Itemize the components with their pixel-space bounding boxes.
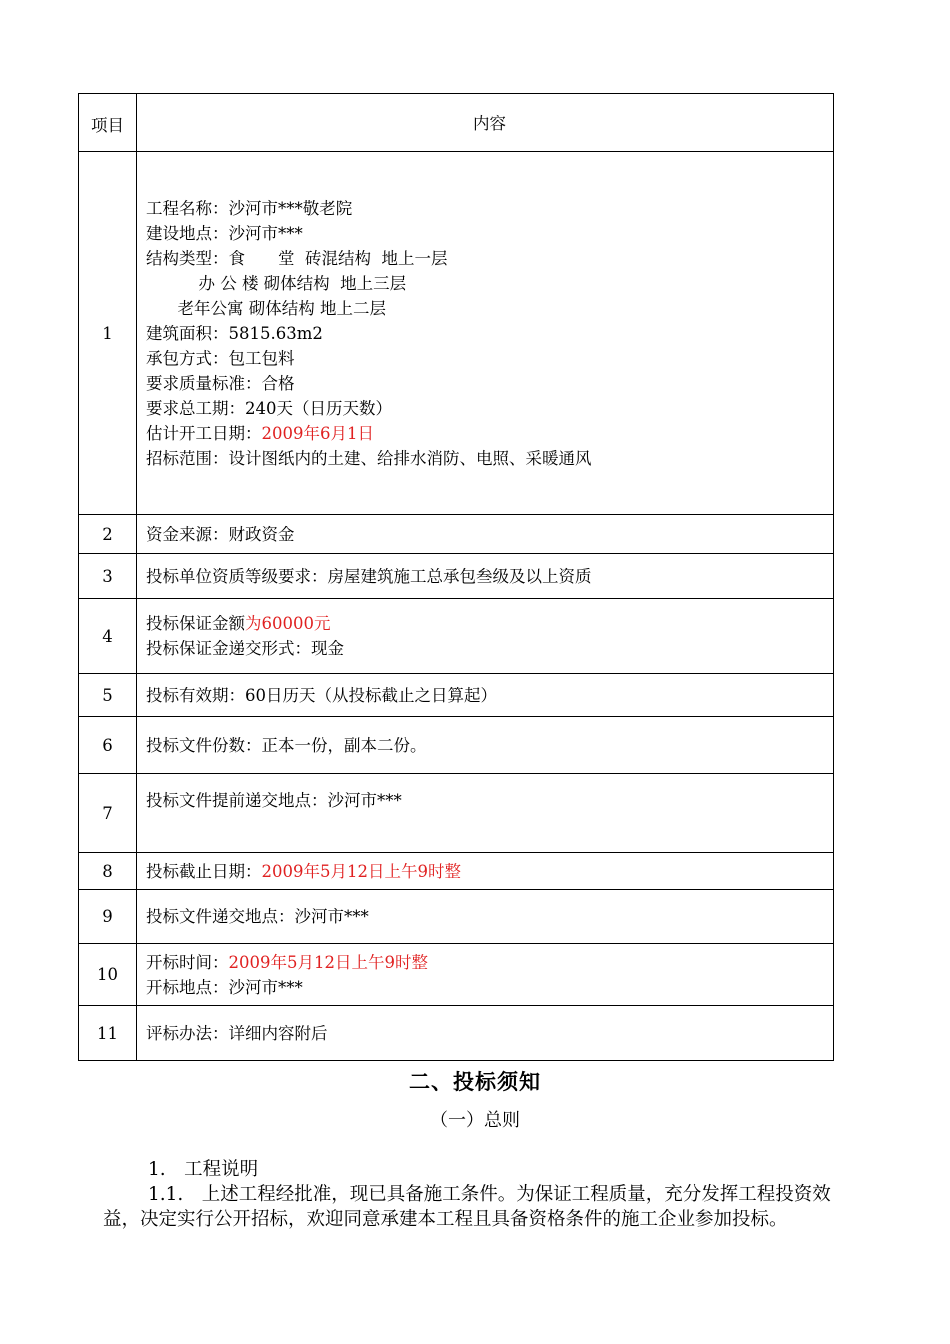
table-row <box>79 853 834 890</box>
structure-type-2: 办 公 楼 砌体结构 地上三层 <box>146 273 407 293</box>
building-area: 建筑面积：5815.63m2 <box>146 323 323 343</box>
start-date-line <box>146 421 833 446</box>
project-name: 工程名称：沙河市***敬老院 <box>146 198 353 218</box>
table-row <box>79 890 834 944</box>
bid-bond-cell <box>137 599 834 674</box>
submission-location: 投标文件递交地点：沙河市*** <box>137 890 834 944</box>
row-number: 2 <box>79 515 137 554</box>
total-duration: 要求总工期：240天（日历天数） <box>146 398 392 418</box>
table-row <box>79 554 834 599</box>
structure-type-3: 老年公寓 砌体结构 地上二层 <box>146 298 386 318</box>
qualification-requirement: 投标单位资质等级要求：房屋建筑施工总承包叁级及以上资质 <box>137 554 834 599</box>
row-number: 11 <box>79 1006 137 1061</box>
table-row <box>79 152 834 515</box>
item-title: 1. 工程说明 <box>148 1159 259 1180</box>
funding-source: 资金来源：财政资金 <box>137 515 834 554</box>
bid-scope: 招标范围：设计图纸内的土建、给排水消防、电照、采暖通风 <box>146 448 592 468</box>
start-date-label: 估计开工日期： <box>146 423 262 443</box>
opening-time-label: 开标时间： <box>146 952 229 972</box>
table-header-row <box>79 94 834 152</box>
bid-validity: 投标有效期：60日历天（从投标截止之日算起） <box>137 674 834 717</box>
evaluation-method: 评标办法：详细内容附后 <box>137 1006 834 1061</box>
opening-cell <box>137 944 834 1006</box>
row-number: 9 <box>79 890 137 944</box>
table-row <box>79 515 834 554</box>
row-number: 4 <box>79 599 137 674</box>
bid-info-table <box>78 93 834 1061</box>
project-details-cell <box>137 152 834 515</box>
table-row <box>79 717 834 774</box>
section-subtitle: （一）总则 <box>430 1110 520 1131</box>
header-item: 项目 <box>79 94 137 152</box>
table-row <box>79 1006 834 1061</box>
header-content: 内容 <box>137 94 834 152</box>
bid-copies: 投标文件份数：正本一份，副本二份。 <box>137 717 834 774</box>
row-number: 8 <box>79 853 137 890</box>
item-body: 1.1. 上述工程经批准，现已具备施工条件。为保证工程质量，充分发挥工程投资效益，决定实行公开招标，欢迎同意承建本工程且具备资格条件的施工企业参加投标。 <box>103 1184 831 1230</box>
row-number: 7 <box>79 774 137 853</box>
row-number: 6 <box>79 717 137 774</box>
section-title: 二、投标须知 <box>409 1069 541 1094</box>
table-row <box>79 674 834 717</box>
table-row <box>79 944 834 1006</box>
row-number: 3 <box>79 554 137 599</box>
contract-method: 承包方式：包工包料 <box>146 348 295 368</box>
row-number: 1 <box>79 152 137 515</box>
deadline-label: 投标截止日期： <box>146 861 262 881</box>
start-date-value: 2009年6月1日 <box>261 423 374 443</box>
deadline-cell <box>137 853 834 890</box>
structure-type-1: 结构类型：食 堂 砖混结构 地上一层 <box>146 248 448 268</box>
deadline-value: 2009年5月12日上午9时整 <box>261 861 461 881</box>
table-row <box>79 774 834 853</box>
bid-bond-amount: 为60000元 <box>245 614 331 633</box>
table-row <box>79 599 834 674</box>
opening-time-value: 2009年5月12日上午9时整 <box>228 952 428 972</box>
opening-location: 开标地点：沙河市*** <box>146 977 303 997</box>
early-submission-location: 投标文件提前递交地点：沙河市*** <box>137 774 834 853</box>
bid-bond-label: 投标保证金额 <box>146 614 245 633</box>
quality-standard: 要求质量标准：合格 <box>146 373 295 393</box>
row-number: 10 <box>79 944 137 1006</box>
bid-bond-method: 投标保证金递交形式：现金 <box>146 639 344 658</box>
row-number: 5 <box>79 674 137 717</box>
project-location: 建设地点：沙河市*** <box>146 223 303 243</box>
